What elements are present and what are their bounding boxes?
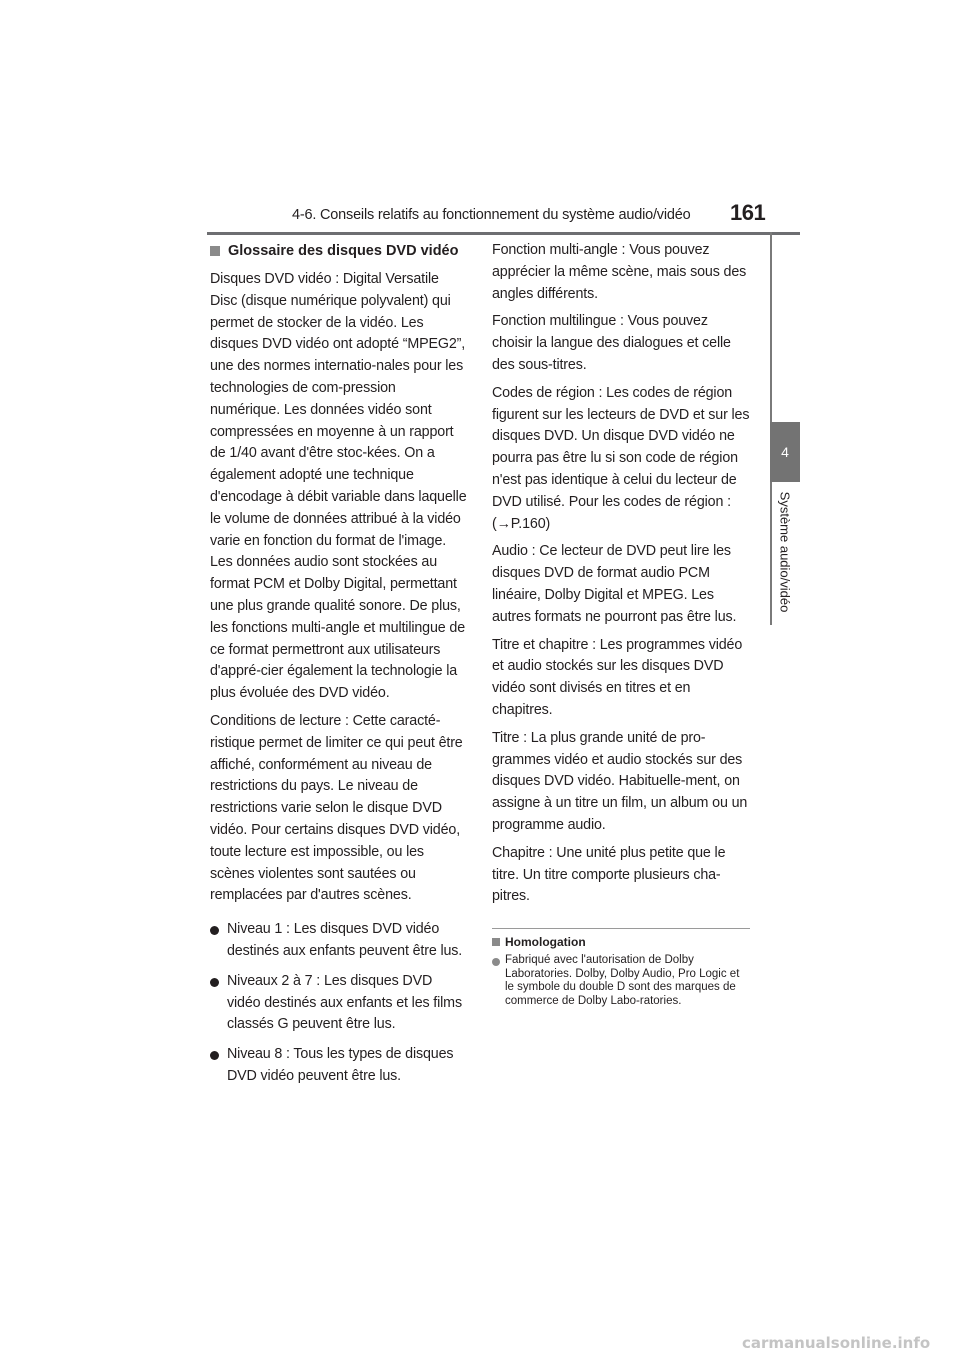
square-bullet-icon: [210, 246, 220, 256]
note-heading: [492, 934, 750, 950]
bullet-dot-icon: [210, 978, 219, 987]
paragraph-playback-conditions: Conditions de lecture : Cette caracté-ristique permet de limiter ce qui peut être affiché, conformément au niveau de restrictions du pays. Le niveau de restrictions varie selon le disque DVD vidéo. Pour certains disques DVD vidéo, toute lecture est impossible, ou les scènes violentes sont sautées ou remplacées par d'autres scènes.: [210, 712, 463, 904]
chapter-tab: 4: [770, 422, 800, 482]
paragraph-dvd-video: Disques DVD vidéo : Digital Versatile Disc (disque numérique polyvalent) qui permet de stocker de la vidéo. Les disques DVD vidéo ont adopté “MPEG2”, une des normes internatio-nales pour les technologies de com-pression numérique. Les données vidéo sont compressées en moyenne à un rapport de 1/40 avant d'être stoc-kées. On a également adopté une technique d'encodage à débit variable dans laquelle le volume de données attribué à la vidéo varie en fonction du format de l'image. Les données audio sont stockées au format PCM et Dolby Digital, permettant une plus grande qualité sonore. De plus, les fonctions multi-angle et multilingue de ce format permettront aux utilisateurs d'appré-cier également la technologie la plus évoluée des DVD vidéo.: [210, 271, 467, 702]
left-column: [210, 240, 467, 1096]
paragraph-title: Titre : La plus grande unité de pro-grammes vidéo et audio stockés sur des disques DVD vidéo. Habituelle-ment, on assigne à un titre un film, un album ou un programme audio.: [492, 729, 748, 833]
right-column: [492, 240, 750, 1008]
glossary-heading-text: Glossaire des disques DVD vidéo: [228, 243, 459, 259]
list-item-text: Niveau 1 : Les disques DVD vidéo destinés aux enfants peuvent être lus.: [227, 921, 463, 959]
note-heading-text: Homologation: [505, 935, 586, 950]
paragraph-multi-angle: Fonction multi-angle : Vous pouvez apprécier la même scène, mais sous des angles différents.: [492, 242, 747, 302]
list-item: [210, 1044, 467, 1088]
header-divider: [207, 232, 800, 235]
chapter-label: Système audio/vidéo: [777, 491, 793, 613]
paragraph-chapter: Chapitre : Une unité plus petite que le titre. Un titre comporte plusieurs cha-pitres.: [492, 844, 726, 905]
note-text: Fabriqué avec l'autorisation de Dolby Laboratories. Dolby, Dolby Audio, Pro Logic et le symbole du double D sont des marques de commerce de Dolby Labo-ratories.: [505, 954, 740, 1007]
note-divider: [492, 928, 750, 929]
square-bullet-icon: [492, 938, 500, 946]
page-number: 161: [730, 200, 766, 225]
list-item-text: Niveaux 2 à 7 : Les disques DVD vidéo destinés aux enfants et les films classés G peuvent être lus.: [227, 972, 462, 1033]
bullet-dot-icon: [492, 958, 500, 966]
paragraph-multilingual: Fonction multilingue : Vous pouvez choisir la langue des dialogues et celle des sous-titres.: [492, 313, 731, 373]
note-item: [492, 954, 750, 1008]
bullet-dot-icon: [210, 1051, 219, 1060]
watermark: carmanualsonline.info: [742, 1334, 931, 1352]
paragraph-region-codes: Codes de région : Les codes de région figurent sur les lecteurs de DVD et sur les disques DVD. Un disque DVD vidéo ne pourra pas être lu si son code de région n'est pas identique à celui du lecteur de DVD utilisé. Pour les codes de région : (→P.160): [492, 384, 750, 532]
glossary-heading: [210, 240, 467, 262]
bullet-dot-icon: [210, 926, 219, 935]
paragraph-title-chapter: Titre et chapitre : Les programmes vidéo et audio stockés sur les disques DVD vidéo sont divisés en titres et en chapitres.: [492, 636, 743, 718]
list-item: [210, 919, 467, 963]
list-item: [210, 971, 467, 1036]
paragraph-audio: Audio : Ce lecteur de DVD peut lire les disques DVD de format audio PCM linéaire, Dolby Digital et MPEG. Les autres formats ne pourront pas être lus.: [492, 543, 737, 625]
section-title: 4-6. Conseils relatifs au fonctionnement du système audio/vidéo: [292, 207, 691, 223]
list-item-text: Niveau 8 : Tous les types de disques DVD vidéo peuvent être lus.: [227, 1046, 454, 1084]
